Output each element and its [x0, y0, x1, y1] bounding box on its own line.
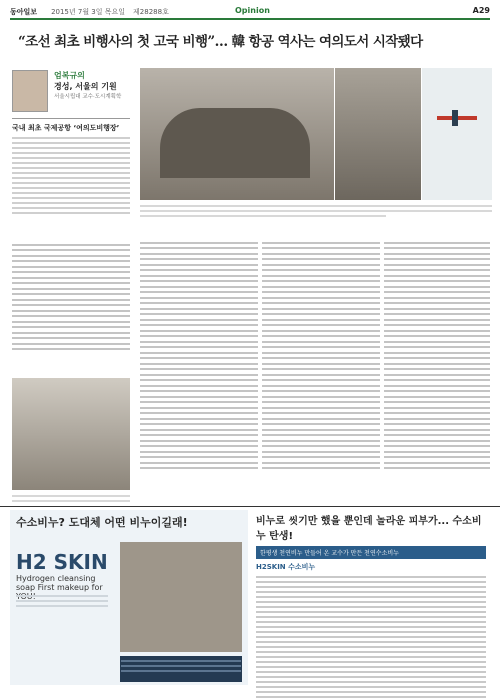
ad-right-brand: H2SKIN 수소비누 [256, 563, 316, 571]
historic-photo [12, 378, 130, 490]
hangar-photo [140, 68, 334, 200]
ad-right-title: 비누로 씻기만 했을 뿐인데 놀라운 피부가... 수소비누 탄생! [256, 516, 482, 542]
ad-left-subtitle: Hydrogen cleansing soap First makeup for [16, 574, 103, 592]
issue-date: 2015년 7월 3일 목요일 [51, 8, 126, 16]
soap-ad-left[interactable] [10, 510, 248, 685]
author-affiliation: 서울시립대 교수·도시계획학 [54, 94, 122, 100]
sidebar-title: 국내 최초 국제공항 ‘여의도비행장’ [12, 118, 130, 133]
article-column-0 [12, 240, 130, 354]
author-photo [12, 70, 48, 112]
page-header [10, 6, 490, 20]
issue-number: 제28288호 [133, 8, 169, 16]
airfield-photo [335, 68, 421, 200]
column-title: 경성, 서울의 기원 [54, 82, 117, 91]
ad-model-photo [120, 542, 242, 652]
page-number: A29 [472, 6, 490, 15]
ad-left-body [16, 592, 108, 610]
ad-left-title: 수소비누? 도대체 어떤 비누이길래! [16, 516, 188, 529]
ad-divider [0, 506, 500, 507]
article-column-3 [384, 238, 490, 473]
ad-quote-box [120, 656, 242, 682]
article-headline: “조선 최초 비행사의 첫 고국 비행”… 韓 항공 역사는 여의도서 시작됐다 [18, 34, 423, 50]
soap-ad-right[interactable] [252, 510, 490, 685]
newspaper-logo: 동아일보 [10, 8, 38, 16]
section-label: Opinion [235, 6, 270, 15]
article-column-2 [262, 238, 380, 473]
airplane-icon [432, 108, 482, 128]
ad-right-banner: 한평생 천연비누 만들어 온 교수가 만든 천연수소비누 [256, 546, 486, 559]
author-block [12, 70, 142, 112]
author-name: 엄복규의 [54, 71, 85, 80]
sidebar-summary [12, 118, 130, 238]
historic-photo-caption [12, 492, 130, 505]
airplane-illustration [422, 68, 492, 200]
article-column-1 [140, 238, 258, 473]
photo-caption [140, 202, 492, 220]
ad-left-brand: H2 SKIN [16, 550, 108, 574]
